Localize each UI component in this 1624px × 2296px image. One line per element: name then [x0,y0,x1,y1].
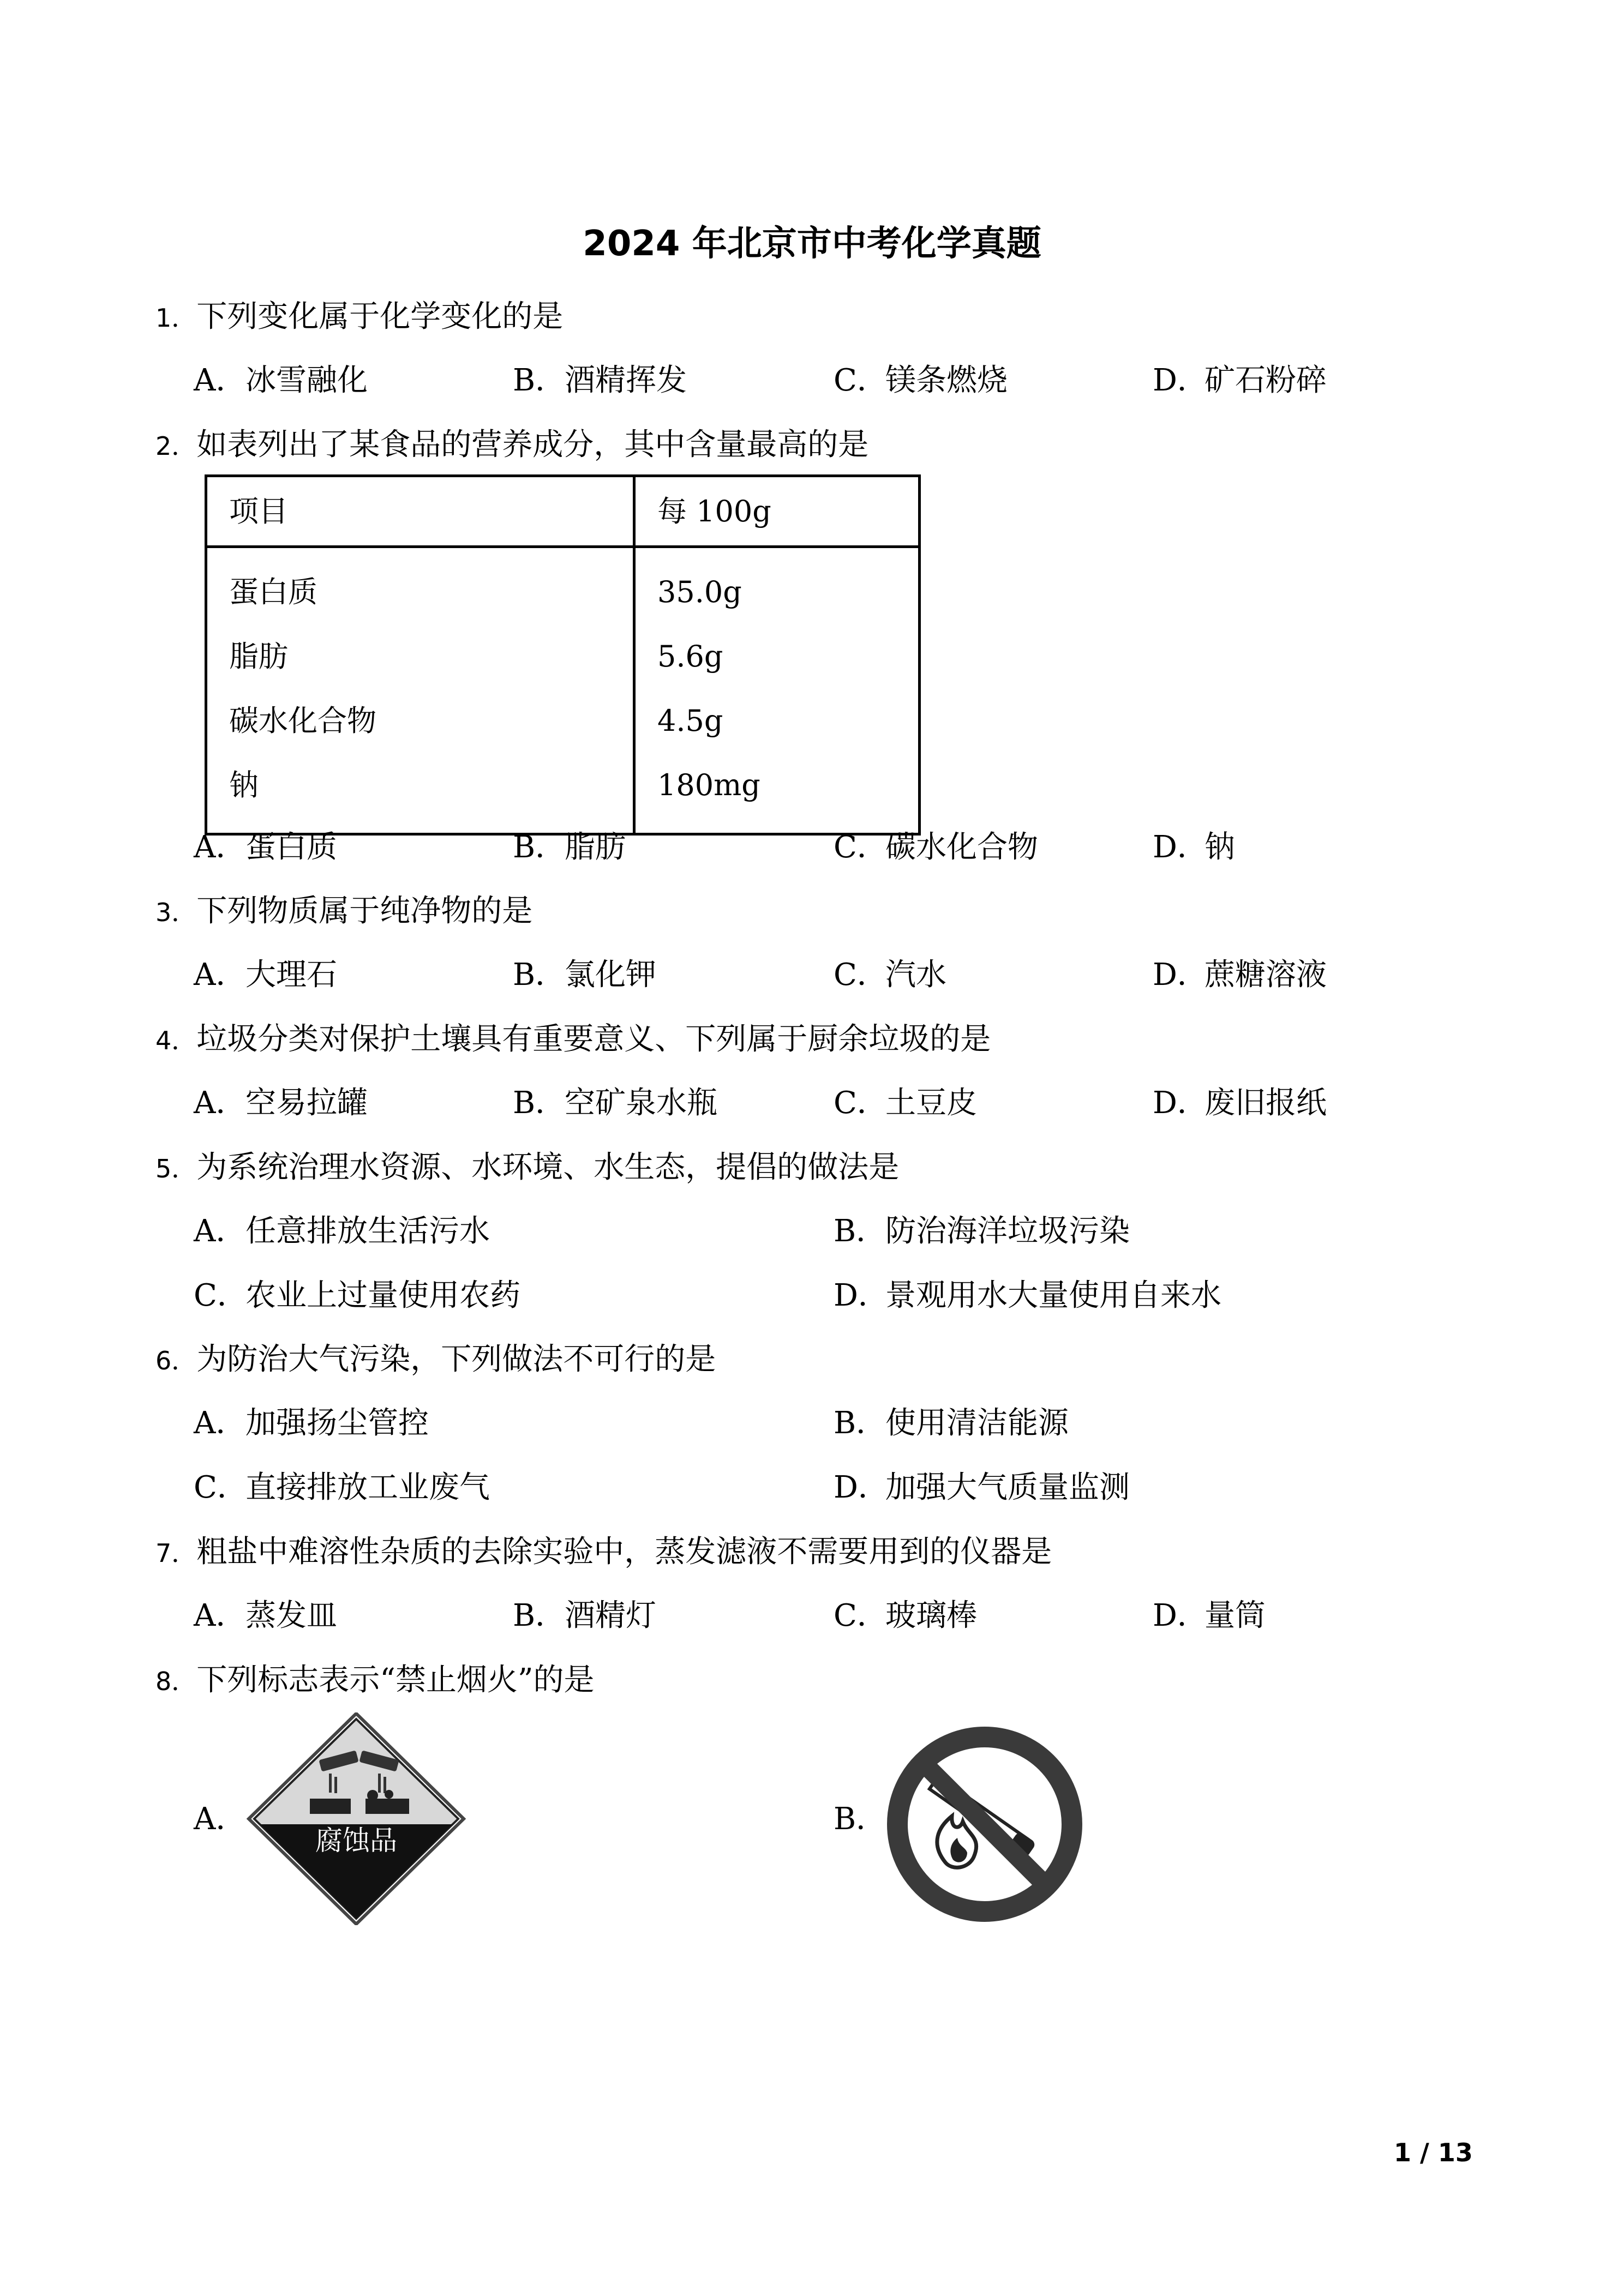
option-text: 任意排放生活污水 [245,1213,490,1249]
option-1a [194,361,368,400]
option-label: B． [834,1213,887,1249]
option-label: B． [513,830,566,865]
question-number: 1． [155,303,197,333]
option-6c [194,1468,490,1507]
question-5 [155,1148,899,1188]
question-1 [155,297,563,338]
option-6d [834,1468,1130,1507]
option-label: D． [1153,1085,1208,1121]
option-text: 氯化钾 [565,957,656,993]
question-4 [155,1020,991,1060]
option-label: C． [834,830,888,865]
table-values-column [634,547,920,834]
option-8a-label: A． [194,1801,247,1837]
option-text: 蒸发皿 [245,1598,337,1633]
option-text: 防治海洋垃圾污染 [885,1213,1130,1249]
option-label: A． [194,957,247,993]
option-5a [194,1212,490,1251]
option-7c [834,1596,977,1636]
option-text: 脂肪 [565,830,626,865]
question-text: 如表列出了某食品的营养成分，其中含量最高的是 [196,427,869,462]
table-cell: 5.6g [657,639,723,674]
option-text: 镁条燃烧 [885,363,1008,398]
question-text: 粗盐中难溶性杂质的去除实验中，蒸发滤液不需要用到的仪器是 [196,1534,1052,1570]
option-text: 空易拉罐 [245,1085,368,1121]
option-label: A． [194,363,247,398]
question-text: 为系统治理水资源、水环境、水生态，提倡的做法是 [196,1150,900,1185]
option-1b [513,361,687,400]
option-4c [834,1084,977,1123]
table-cell: 钠 [229,768,259,802]
option-3a [194,955,337,995]
option-text: 大理石 [245,957,337,993]
option-2d [1153,828,1235,867]
option-label: A． [194,830,247,865]
question-number: 8． [155,1667,197,1696]
option-label: C． [834,1598,888,1633]
option-label: B． [513,363,566,398]
question-2 [155,425,868,466]
table-names-column [206,547,634,834]
question-text: 下列标志表示“禁止烟火”的是 [196,1662,595,1698]
option-2c [834,828,1038,867]
option-3d [1153,955,1327,995]
question-text: 下列变化属于化学变化的是 [196,299,564,334]
question-6 [155,1340,716,1380]
option-label: D． [1153,830,1208,865]
question-number: 5． [155,1154,197,1183]
question-number: 7． [155,1538,197,1568]
option-text: 量筒 [1204,1598,1266,1633]
option-label: D． [1153,957,1208,993]
option-text: 加强大气质量监测 [885,1470,1130,1505]
option-1c [834,361,1008,400]
option-label: D． [834,1470,889,1505]
option-label: A． [194,1598,247,1633]
table-cell: 180mg [657,768,760,802]
option-text: 空矿泉水瓶 [565,1085,717,1121]
option-label: B． [834,1405,887,1441]
option-text: 碳水化合物 [885,830,1038,865]
option-4a [194,1084,368,1123]
option-text: 酒精灯 [565,1598,656,1633]
option-label: C． [194,1470,248,1505]
option-6b [834,1404,1069,1443]
question-8 [155,1661,595,1701]
page-title: 2024 年北京市中考化学真题 [583,224,1041,264]
option-label: C． [834,363,888,398]
option-5c [194,1276,520,1315]
option-1d [1153,361,1327,400]
option-label: B． [513,957,566,993]
question-text: 下列物质属于纯净物的是 [196,893,533,929]
table-body-row [206,547,920,834]
table-cell: 脂肪 [229,639,288,674]
question-number: 3． [155,898,197,927]
option-4d [1153,1084,1327,1123]
question-number: 4． [155,1026,197,1055]
option-text: 玻璃棒 [885,1598,977,1633]
option-text: 加强扬尘管控 [245,1405,429,1441]
option-text: 钠 [1204,830,1235,865]
question-text: 为防治大气污染，下列做法不可行的是 [196,1342,716,1377]
page-number: 1 / 13 [1394,2138,1473,2167]
table-header-row [206,476,920,547]
option-text: 景观用水大量使用自来水 [885,1278,1221,1313]
option-label: A． [194,1405,247,1441]
corrosive-sign-text: 腐蚀品 [315,1825,397,1856]
question-number: 6． [155,1346,197,1375]
question-7 [155,1532,1052,1573]
option-text: 使用清洁能源 [885,1405,1069,1441]
question-3 [155,892,532,932]
option-text: 蔗糖溶液 [1204,957,1327,993]
option-8b-label: B． [834,1801,887,1837]
option-label: D． [1153,1598,1208,1633]
option-label: B． [513,1085,566,1121]
option-text: 农业上过量使用农药 [245,1278,520,1313]
option-text: 矿石粉碎 [1204,363,1327,398]
option-text: 直接排放工业废气 [245,1470,490,1505]
option-label: C． [834,957,888,993]
corrosive-sign-icon [244,1712,468,1925]
question-text: 垃圾分类对保护土壤具有重要意义、下列属于厨余垃圾的是 [196,1021,991,1057]
option-label: B． [513,1598,566,1633]
table-cell: 4.5g [657,704,723,738]
option-5b [834,1212,1130,1251]
table-header-item: 项目 [206,476,634,547]
option-6a [194,1404,429,1443]
option-label: A． [194,1085,247,1121]
option-5d [834,1276,1221,1315]
option-2a [194,828,337,867]
option-label: A． [194,1213,247,1249]
option-label: D． [834,1278,889,1313]
table-cell: 碳水化合物 [229,704,376,738]
option-text: 汽水 [885,957,946,993]
table-cell: 35.0g [657,575,742,609]
option-7b [513,1596,656,1636]
no-fire-sign-icon [886,1726,1083,1922]
table-cell: 蛋白质 [229,575,317,609]
option-7d [1153,1596,1266,1636]
option-label: C． [194,1278,248,1313]
option-label: C． [834,1085,888,1121]
question-number: 2． [155,431,197,461]
option-2b [513,828,626,867]
nutrition-table [205,474,921,836]
option-text: 酒精挥发 [565,363,687,398]
option-text: 蛋白质 [245,830,337,865]
option-7a [194,1596,337,1636]
option-3b [513,955,656,995]
option-3c [834,955,946,995]
option-label: D． [1153,363,1208,398]
option-text: 冰雪融化 [245,363,368,398]
table-header-per100g: 每 100g [634,476,920,547]
option-4b [513,1084,717,1123]
option-text: 土豆皮 [885,1085,977,1121]
option-text: 废旧报纸 [1204,1085,1327,1121]
